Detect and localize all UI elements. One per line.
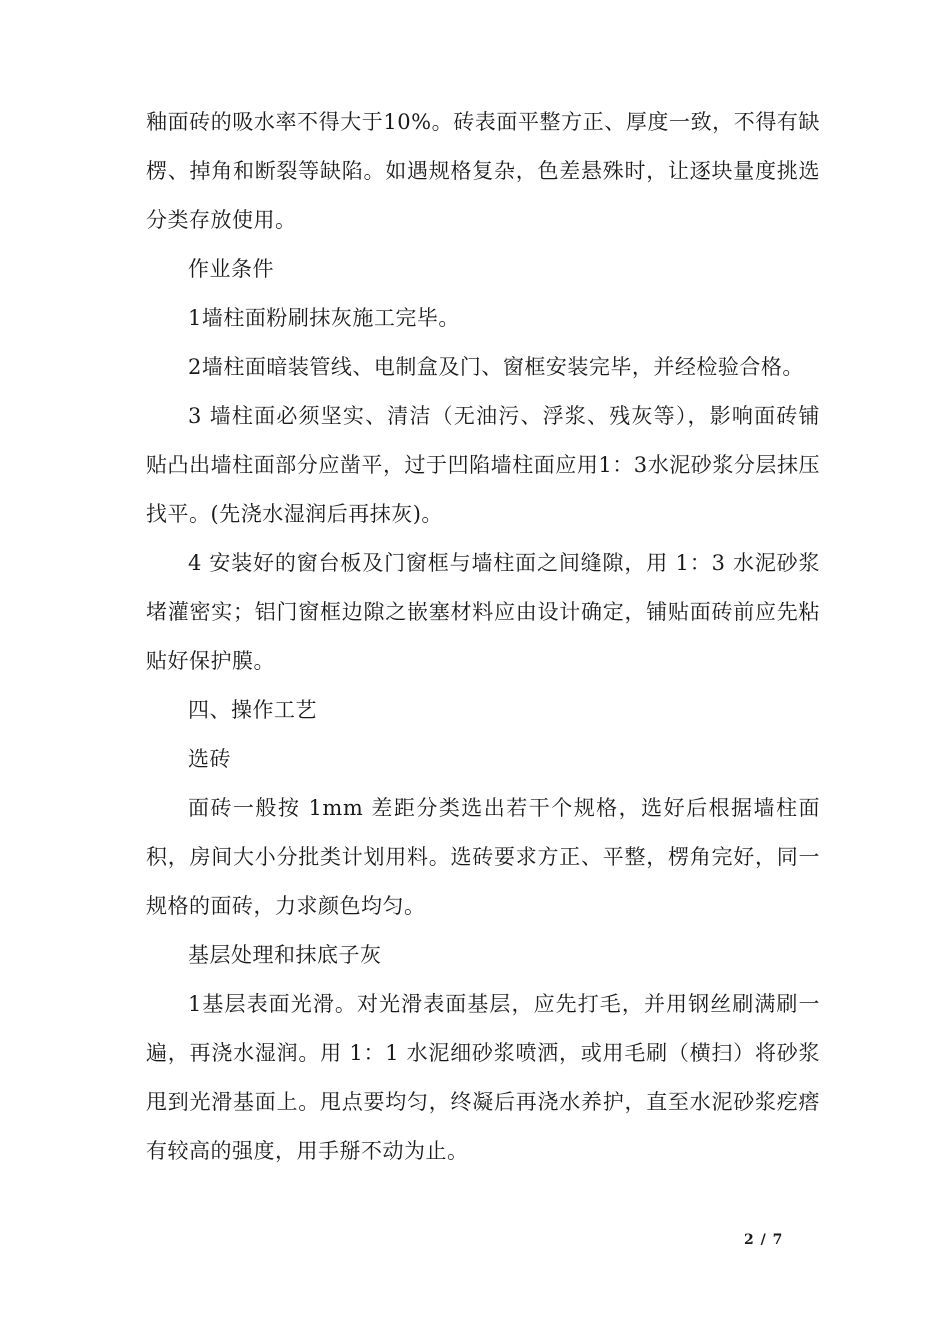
document-body [146, 98, 820, 1176]
heading-operation-process: 四、操作工艺 [188, 698, 317, 722]
heading-tile-selection: 选砖 [188, 747, 231, 771]
paragraph-condition-1: 1墙柱面粉刷抹灰施工完毕。 [188, 306, 460, 330]
heading-work-conditions: 作业条件 [188, 257, 274, 281]
paragraph-tile-water-absorption: 釉面砖的吸水率不得大于10%。砖表面平整方正、厚度一致，不得有缺楞、掉角和断裂等缺陷。如遇规格复杂，色差悬殊时，让逐块量度挑选分类存放使用。 [146, 110, 820, 232]
page-number: 2 / 7 [744, 1232, 784, 1248]
paragraph-base-treatment-1: 1基层表面光滑。对光滑表面基层，应先打毛，并用钢丝刷满刷一遍，再浇水湿润。用 1：1 水泥细砂浆喷洒，或用毛刷（横扫）将砂浆甩到光滑基面上。甩点要均匀，终凝后再浇水养护，直至水泥砂浆疙瘩有较高的强度，用手掰不动为止。 [146, 992, 820, 1163]
paragraph-condition-4: 4 安装好的窗台板及门窗框与墙柱面之间缝隙，用 1：3 水泥砂浆堵灌密实；铝门窗框边隙之嵌塞材料应由设计确定，铺贴面砖前应先粘贴好保护膜。 [146, 551, 820, 673]
paragraph-condition-2: 2墙柱面暗装管线、电制盒及门、窗框安装完毕，并经检验合格。 [188, 355, 804, 379]
heading-base-treatment: 基层处理和抹底子灰 [188, 943, 382, 967]
paragraph-condition-3: 3 墙柱面必须坚实、清洁（无油污、浮浆、残灰等），影响面砖铺贴凸出墙柱面部分应凿平，过于凹陷墙柱面应用1：3水泥砂浆分层抹压找平。(先浇水湿润后再抹灰)。 [146, 404, 820, 526]
paragraph-tile-selection: 面砖一般按 1mm 差距分类选出若干个规格，选好后根据墙柱面积，房间大小分批类计划用料。选砖要求方正、平整，楞角完好，同一规格的面砖，力求颜色均匀。 [146, 796, 820, 918]
